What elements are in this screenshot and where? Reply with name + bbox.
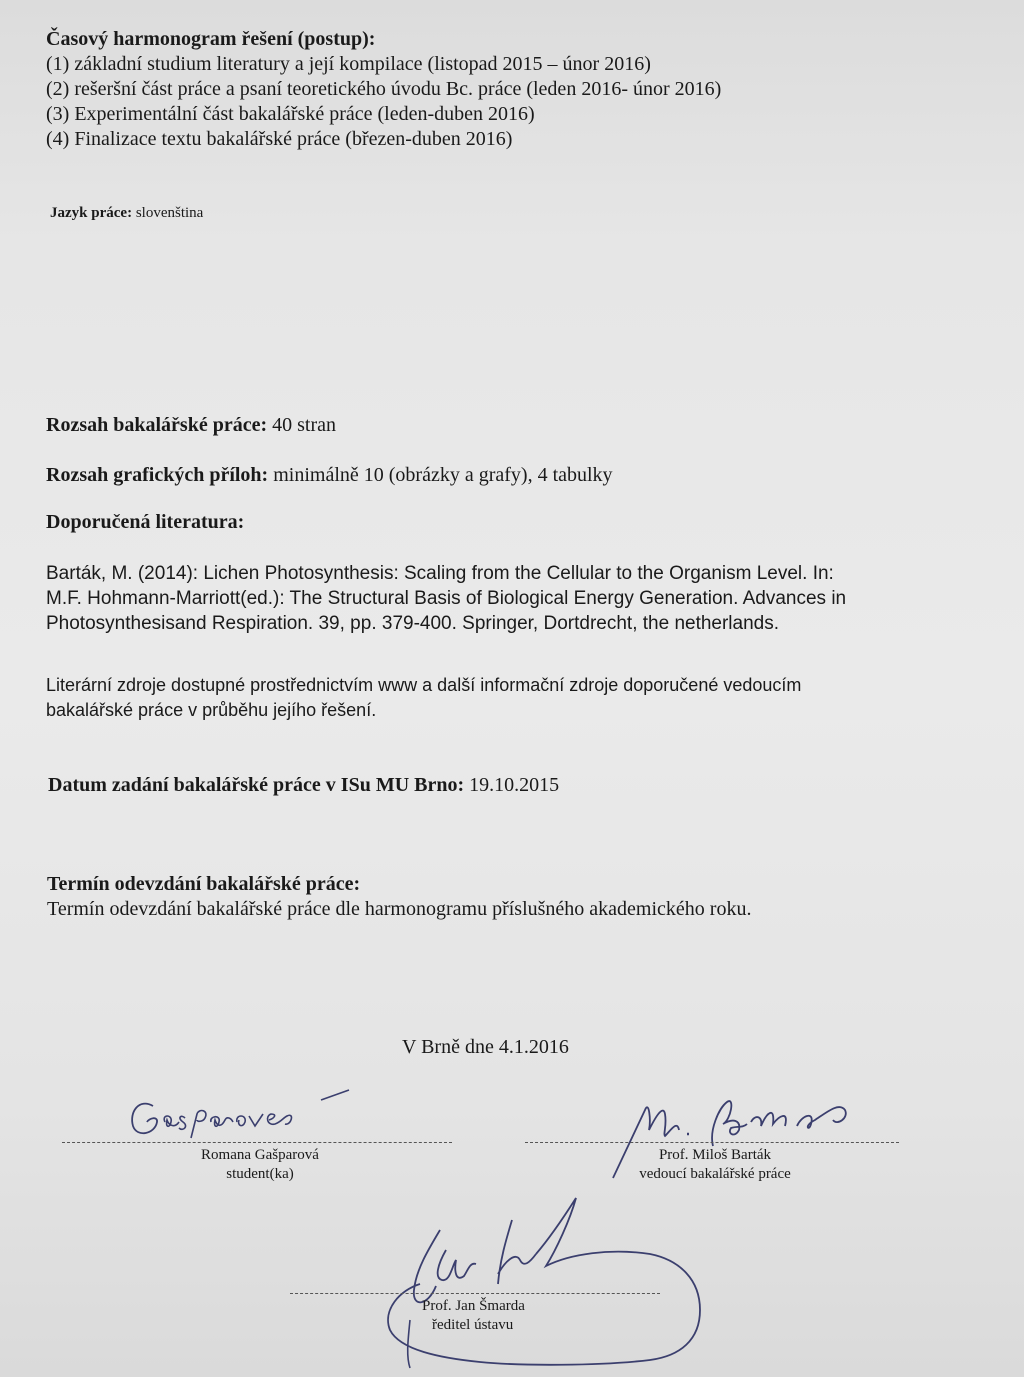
graphics-value: minimálně 10 (obrázky a grafy), 4 tabulky [273,464,613,486]
language-label: Jazyk práce: [50,205,133,221]
supervisor-caption [600,1146,830,1184]
schedule-item: (3) Experimentální část bakalářské práce (leden-duben 2016) [46,103,535,125]
place-date: V Brně dne 4.1.2016 [402,1036,569,1058]
scope-value: 40 stran [272,414,336,436]
supervisor-signature-line [525,1142,899,1143]
reference-line: Photosynthesisand Respiration. 39, pp. 379-400. Springer, Dortdrecht, the netherlands. [46,613,780,634]
deadline-section [47,872,751,922]
assignment-date-label: Datum zadání bakalářské práce v ISu MU Brno: [48,774,465,796]
director-role: ředitel ústavu [432,1317,514,1333]
schedule-item: (1) základní studium literatury a její kompilace (listopad 2015 – únor 2016) [46,53,651,75]
director-name: Prof. Jan Šmarda [422,1298,525,1314]
supervisor-name: Prof. Miloš Barták [658,1147,772,1163]
reference-line: Barták, M. (2014): Lichen Photosynthesis: Scaling from the Cellular to the Organism Level. In: [46,563,834,584]
scope-line [46,413,336,438]
schedule-item: (4) Finalizace textu bakalářské práce (březen-duben 2016) [46,128,513,150]
director-caption [422,1297,525,1335]
student-name: Romana Gašparová [201,1147,319,1163]
student-signature [125,1088,365,1144]
sources-block [46,673,801,723]
literature-heading: Doporučená literatura: [46,511,245,533]
reference-line: M.F. Hohmann-Marriott(ed.): The Structural Basis of Biological Energy Generation. Advances in [46,588,847,609]
language-value: slovenština [135,205,204,221]
director-signature [380,1190,720,1370]
graphics-line [46,463,613,488]
supervisor-role: vedoucí bakalářské práce [639,1166,791,1182]
graphics-label: Rozsah grafických příloh: [46,464,269,486]
language-line [50,204,203,223]
schedule-item: (2) rešeršní část práce a psaní teoretického úvodu Bc. práce (leden 2016- únor 2016) [46,78,722,100]
student-caption [160,1146,360,1184]
reference-block [46,561,846,636]
deadline-heading: Termín odevzdání bakalářské práce: [47,873,361,895]
sources-line: Literární zdroje dostupné prostřednictvím www a další informační zdroje doporučené vedoucím [46,675,802,695]
assignment-date-value: 19.10.2015 [469,774,560,796]
scope-label: Rozsah bakalářské práce: [46,414,268,436]
student-signature-line [62,1142,452,1143]
director-signature-line [290,1293,660,1294]
schedule-heading: Časový harmonogram řešení (postup): [46,28,376,50]
deadline-text: Termín odevzdání bakalářské práce dle harmonogramu příslušného akademického roku. [47,898,752,920]
assignment-date-line [48,773,559,798]
student-role: student(ka) [226,1166,294,1182]
sources-line: bakalářské práce v průběhu jejího řešení. [46,700,377,720]
schedule-section [46,27,721,152]
